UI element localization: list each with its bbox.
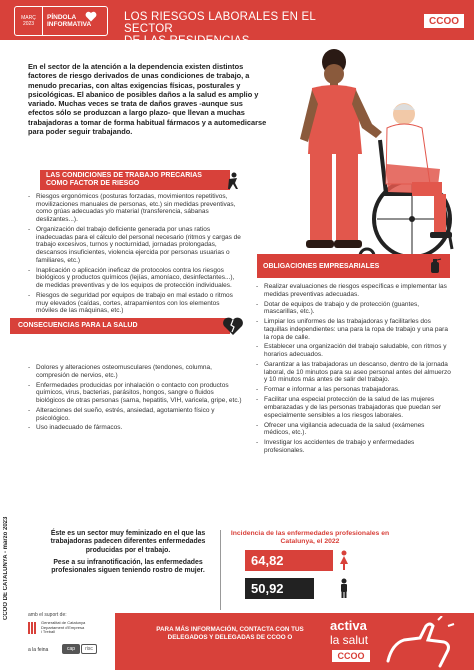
ccoo-footer-logo: CCOO [332, 650, 370, 662]
woman-icon [338, 550, 350, 571]
list-item: - Riesgos de seguridad por equipos de trabajo en mal estado o ritmos muy elevados (caídas, cortes, atrapamientos con los elementos móviles de las máquinas, etc.) [28, 292, 242, 315]
bar-label: 64,82 [251, 553, 284, 568]
list-item: - Organización del trabajo deficiente generada por unas ratios inadecuadas para el cálculo del personal necesario (ritmos y cargas de trabajo excesivos, turnos y nocturnidad, jornadas prolongadas, descansos insuficientes, violencia ejercida por personas usuarias o familiares, etc.) [28, 226, 242, 265]
worker-bending-icon [225, 172, 241, 190]
broken-heart-icon [222, 316, 244, 336]
list-item: - Realizar evaluaciones de riesgos específicas e implementar las medidas preventivas adecuadas. [256, 283, 452, 298]
list-item: - Alteraciones del sueño, estrés, ansiedad, agotamiento físico y psicológico. [28, 407, 242, 422]
intro-text: En el sector de la atención a la dependencia existen distintos factores de riesgo derivados de unas condiciones de trabajo, a menudo precarias, con altas exigencias físicas, posturales y psicológicas. El abanico de posibles daños a la salud es amplio y variado. Muchas veces se trata de daños graves -aunque sus efectos sólo se produzcan a largo plazo- que llevan a muchas trabajadoras a tomar de forma habitual fármacos y a automedicarse para poder seguir trabajando. [28, 62, 267, 137]
chart-title: Incidencia de las enfermedades profesionales en Catalunya, el 2022 [230, 530, 390, 545]
list-item: - Inaplicación o aplicación ineficaz de protocolos contra los riesgos biológicos y productos químicos (lejías, amoníaco, desinfectantes...), de medidas preventivas y de los equipos de protección individuales. [28, 267, 242, 290]
list-item: - Garantizar a las trabajadoras un descanso, dentro de la jornada laboral, de 10 minutos para su aseo personal antes del almuerzo y 10 minutos más antes de salir del trabajo. [256, 361, 452, 384]
footer-info-line2: DELEGADOS Y DELEGADAS DE CCOO O [167, 634, 293, 641]
title-line1: LOS RIESGOS LABORALES EN EL SECTOR [124, 11, 316, 35]
footer-info-line1: PARA MÁS INFORMACIÓN, CONTACTA CON TUS [156, 626, 304, 633]
list-item: - Investigar los accidentes de trabajo y enfermedades profesionales. [256, 439, 452, 454]
conditions-title-line2: COMO FACTOR DE RIESGO [46, 180, 140, 187]
consequences-title: CONSECUENCIAS PARA LA SALUD [10, 318, 230, 334]
support-label: amb el suport de: [28, 612, 67, 618]
title-line2: DE LAS RESIDENCIAS [124, 35, 250, 47]
list-item: - Ofrecer una vigilancia adecuada de la salud (exámenes médicos, etc.). [256, 422, 452, 437]
heart-icon [85, 11, 97, 22]
man-icon [338, 578, 350, 599]
caregiver-wheelchair-illustration [262, 44, 467, 269]
obligations-title: OBLIGACIONES EMPRESARIALES [263, 263, 380, 270]
gencat-line1: Generalitat de Catalunya [41, 620, 86, 626]
divider [220, 530, 221, 610]
cap-badge: cap [62, 644, 80, 654]
stats-text [46, 530, 210, 579]
stats-paragraph: Pese a su infranotificación, las enfermedades profesionales siguen teniendo rostro de mujer. [51, 558, 205, 575]
obligations-list [256, 283, 452, 457]
sidebar-credit-text: CCOO DE CATALUNYA - marzo 2023 [3, 516, 9, 620]
gencat-line2: Departament d'Empresa [41, 624, 85, 630]
list-item: - Formar e informar a las personas trabajadoras. [256, 386, 452, 394]
list-item: - Enfermedades producidas por inhalación o contacto con productos químicos, virus, bacterias, parásitos, hongos, sangre o fluidos biológicos de otras personas (sarna, hepatitis, VIH, varicela, gripe, etc.) [28, 382, 242, 405]
conditions-list [28, 193, 242, 317]
list-item: - Facilitar una especial protección de la salud de las mujeres embarazadas y de las personas trabajadoras que puedan ser especialmente sensibles a los riesgos laborales. [256, 396, 452, 419]
list-item: - Dolores y alteraciones osteomusculares (tendones, columna, compresión de nervios, etc.) [28, 364, 242, 379]
generalitat-bars-icon [28, 622, 38, 634]
list-item: - Limpiar los uniformes de las trabajadoras y facilitarles dos taquillas independientes: una para la ropa de trabajo y una para la ropa de calle. [256, 318, 452, 341]
generalitat-logo [28, 621, 108, 635]
bar-women [245, 550, 333, 571]
bar-label: 50,92 [251, 581, 284, 596]
conditions-title-line1: LAS CONDICIONES DE TRABAJO PRECARIAS [46, 172, 202, 179]
page-title [124, 11, 354, 47]
list-item: - Dotar de equipos de trabajo y de protección (guantes, mascarillas, etc.). [256, 301, 452, 316]
badge-text [43, 14, 91, 29]
badge-line2: INFORMATIVA [47, 21, 92, 28]
conditions-title [40, 170, 230, 190]
bar-men [245, 578, 314, 599]
la-salut-text: la salut [330, 633, 369, 647]
gencat-line3: i Treball [41, 629, 56, 635]
risc-badge: risc [81, 644, 97, 654]
stats-paragraph: Éste es un sector muy feminizado en el que las trabajadoras padecen diferentes enfermedades producidas por el trabajo. [50, 530, 206, 554]
badge-line1: PÍNDOLA [47, 13, 77, 21]
badge-date: MARÇ 2023 [15, 7, 43, 35]
hand-pointer-icon [378, 616, 458, 668]
list-item: - Riesgos ergonómicos (posturas forzadas, movimientos repetitivos, movilizaciones manuales de personas, etc.) sin medidas preventivas, como grúas adecuadas y/o material (transferencia, sábanas deslizantes...). [28, 193, 242, 224]
ccoo-logo: CCOO [424, 14, 464, 28]
sidebar-credit [3, 430, 13, 620]
consequences-list [28, 364, 242, 434]
list-item: - Uso inadecuado de fármacos. [28, 424, 242, 432]
feina-label: a la feina [28, 647, 49, 653]
fire-extinguisher-icon [428, 258, 442, 274]
list-item: - Establecer una organización del trabajo saludable, con ritmos y horarios adecuados. [256, 343, 452, 358]
activa-text: activa [330, 618, 367, 633]
footer-info [130, 626, 330, 642]
